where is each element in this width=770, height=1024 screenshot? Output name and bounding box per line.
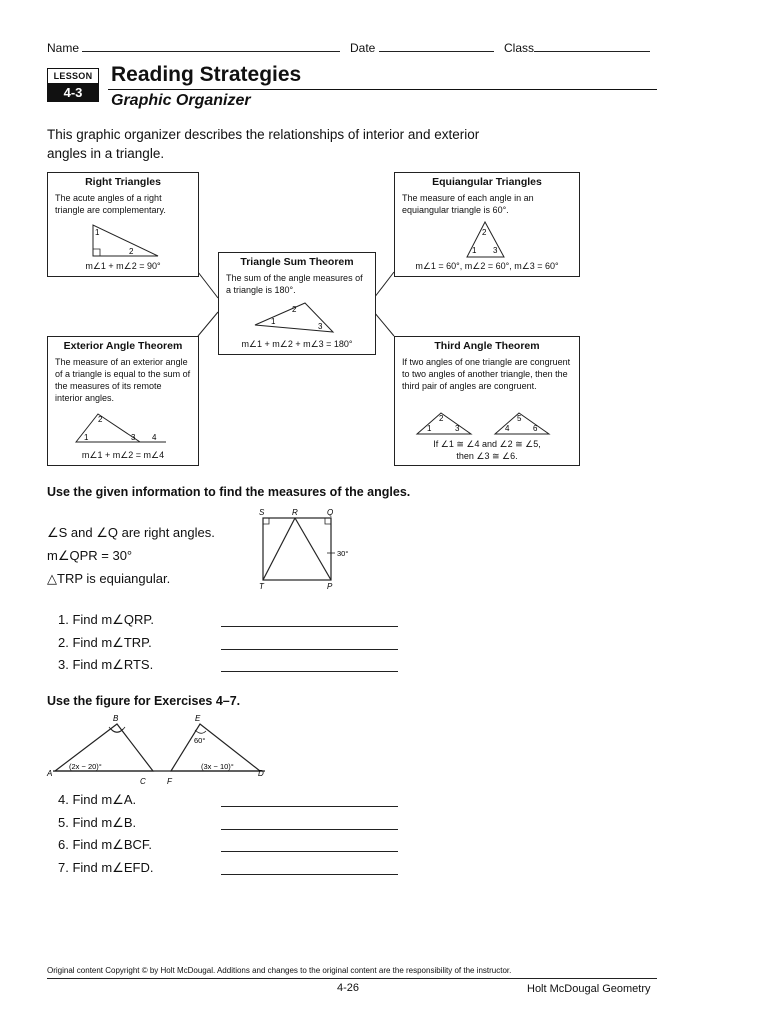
- given-1: ∠S and ∠Q are right angles.: [47, 525, 215, 540]
- label-f: F: [167, 777, 172, 786]
- exercise-2: 2. Find m∠TRP.: [58, 635, 152, 650]
- label-b: B: [113, 714, 119, 723]
- label-angle-e: 60°: [194, 736, 206, 745]
- exercise-1: 1. Find m∠QRP.: [58, 612, 154, 627]
- label-e: E: [195, 714, 201, 723]
- exercise-5: 5. Find m∠B.: [58, 815, 137, 830]
- svg-text:3: 3: [493, 246, 498, 255]
- label-c: C: [140, 777, 146, 786]
- exercise-3: 3. Find m∠RTS.: [58, 657, 154, 672]
- svg-text:2: 2: [129, 247, 134, 256]
- label-q: Q: [327, 508, 334, 517]
- date-label: Date: [350, 41, 376, 55]
- equiangular-formula: m∠1 = 60°, m∠2 = 60°, m∠3 = 60°: [415, 261, 559, 271]
- svg-text:4: 4: [152, 433, 157, 442]
- third-angle-text: If two angles of one triangle are congruent to two angles of another triangle, then the third pair of angles are congruent.: [402, 357, 571, 391]
- exercise-7: 7. Find m∠EFD.: [58, 860, 154, 875]
- svg-text:1: 1: [472, 246, 477, 255]
- rectangle-figure: [255, 505, 365, 591]
- equiangular-title: Equiangular Triangles: [432, 176, 542, 188]
- label-30: 30°: [337, 549, 349, 558]
- exercise-6: 6. Find m∠BCF.: [58, 837, 153, 852]
- svg-text:2: 2: [98, 415, 103, 424]
- label-angle-d: (3x − 10)°: [201, 762, 234, 771]
- third-angle-figure: [395, 410, 579, 438]
- class-label: Class: [504, 41, 535, 55]
- answer-blank-5[interactable]: [221, 828, 398, 830]
- book-title: Holt McDougal Geometry: [527, 983, 651, 995]
- svg-text:2: 2: [482, 228, 487, 237]
- svg-text:4: 4: [505, 424, 510, 433]
- svg-text:3: 3: [455, 424, 460, 433]
- lesson-label: LESSON: [47, 68, 99, 84]
- right-triangles-title: Right Triangles: [85, 176, 161, 188]
- exterior-angle-box: [47, 336, 199, 466]
- label-angle-a: (2x − 20)°: [69, 762, 102, 771]
- answer-blank-4[interactable]: [221, 805, 398, 807]
- svg-text:5: 5: [517, 414, 522, 423]
- page-title: Reading Strategies: [111, 63, 302, 86]
- answer-blank-2[interactable]: [221, 648, 398, 650]
- lesson-number: 4-3: [47, 84, 99, 102]
- triangle-sum-box: [218, 252, 376, 355]
- exterior-angle-text: The measure of an exterior angle of a triangle is equal to the sum of the measures of its remote interior angles.: [55, 357, 191, 403]
- page-subtitle: Graphic Organizer: [111, 92, 251, 109]
- third-angle-formula-2: then ∠3 ≅ ∠6.: [456, 451, 518, 461]
- right-triangles-formula: m∠1 + m∠2 = 90°: [85, 261, 161, 271]
- right-triangles-box: [47, 172, 199, 277]
- answer-blank-3[interactable]: [221, 670, 398, 672]
- section1-heading: Use the given information to find the measures of the angles.: [47, 485, 411, 499]
- svg-text:2: 2: [439, 414, 444, 423]
- intro-text: This graphic organizer describes the relationships of interior and exterior angles in a triangle.: [47, 127, 480, 161]
- given-3: △TRP is equiangular.: [47, 571, 171, 586]
- section2-heading: Use the figure for Exercises 4–7.: [47, 694, 241, 708]
- exterior-angle-title: Exterior Angle Theorem: [63, 340, 183, 352]
- svg-text:3: 3: [131, 433, 136, 442]
- exercise-4: 4. Find m∠A.: [58, 792, 137, 807]
- triangle-sum-text: The sum of the angle measures of a triangle is 180°.: [226, 273, 363, 295]
- triangle-sum-figure: [219, 301, 375, 337]
- exterior-angle-formula: m∠1 + m∠2 = m∠4: [81, 450, 165, 460]
- name-label: Name: [47, 41, 80, 55]
- svg-text:1: 1: [84, 433, 89, 442]
- label-p: P: [327, 582, 333, 591]
- footer-divider: [47, 978, 657, 979]
- equiangular-text: The measure of each angle in an equiangular triangle is 60°.: [402, 193, 534, 215]
- svg-text:1: 1: [95, 228, 100, 237]
- label-r: R: [292, 508, 298, 517]
- right-triangle-figure: [48, 223, 198, 261]
- two-triangles-figure: [45, 710, 275, 786]
- triangle-sum-title: Triangle Sum Theorem: [240, 256, 354, 268]
- label-t: T: [259, 582, 264, 591]
- triangle-sum-formula: m∠1 + m∠2 + m∠3 = 180°: [241, 339, 353, 349]
- page-number: 4-26: [337, 982, 360, 994]
- svg-text:3: 3: [318, 322, 323, 331]
- exterior-angle-figure: [48, 410, 198, 446]
- svg-text:6: 6: [533, 424, 538, 433]
- label-s: S: [259, 508, 265, 517]
- right-triangles-text: The acute angles of a right triangle are complementary.: [55, 193, 166, 215]
- answer-blank-6[interactable]: [221, 850, 398, 852]
- label-a: A: [47, 769, 53, 778]
- third-angle-title: Third Angle Theorem: [434, 340, 540, 352]
- svg-text:1: 1: [271, 317, 276, 326]
- label-d: D: [258, 769, 264, 778]
- copyright-note: Original content Copyright © by Holt McDougal. Additions and changes to the original content are the responsibility of the instructor.: [47, 966, 512, 975]
- third-angle-formula-1: If ∠1 ≅ ∠4 and ∠2 ≅ ∠5,: [433, 439, 541, 449]
- answer-blank-7[interactable]: [221, 873, 398, 875]
- given-2: m∠QPR = 30°: [47, 548, 133, 563]
- answer-blank-1[interactable]: [221, 625, 398, 627]
- svg-text:2: 2: [292, 305, 297, 314]
- equiangular-triangle-figure: [395, 219, 579, 263]
- third-angle-box: [394, 336, 580, 466]
- equiangular-triangles-box: [394, 172, 580, 277]
- svg-text:1: 1: [427, 424, 432, 433]
